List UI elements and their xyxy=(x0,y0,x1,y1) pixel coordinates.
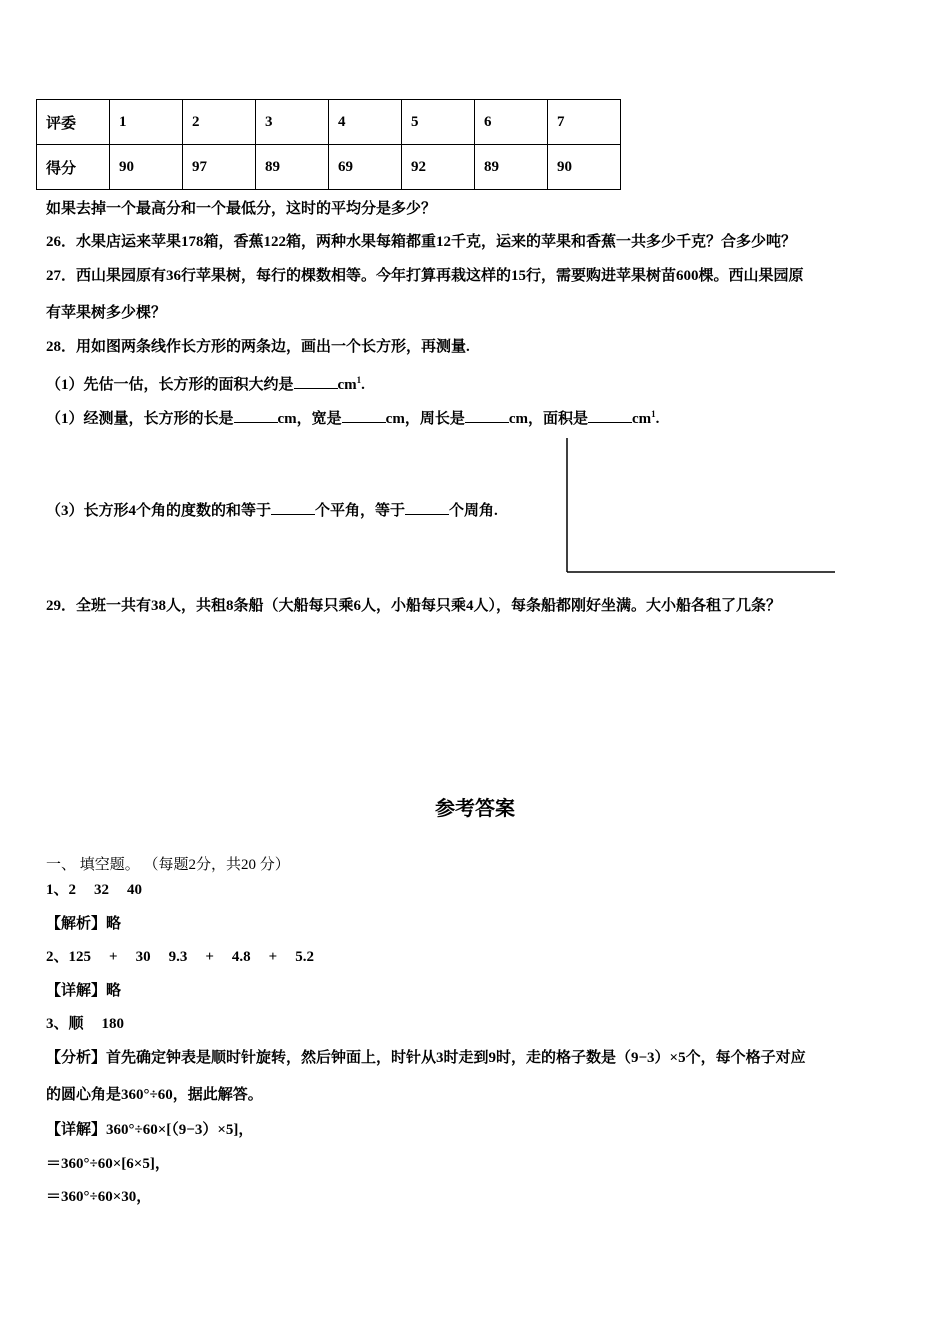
answer-text: + xyxy=(109,949,118,965)
text: cm，面积是 xyxy=(508,411,588,427)
answer-blank xyxy=(588,408,632,423)
answer-2 xyxy=(46,947,314,967)
rectangle-sides-figure xyxy=(560,434,840,576)
table-cell: 90 xyxy=(548,145,621,190)
text: （1）经测量，长方形的长是 xyxy=(46,411,234,427)
answer-text: 3、顺 xyxy=(46,1016,84,1032)
answer-3-detail-line3: ＝360°÷60×30， xyxy=(46,1189,152,1205)
answer-3-analysis-line2: 的圆心角是360°÷60，据此解答。 xyxy=(46,1087,263,1103)
table-cell: 6 xyxy=(475,100,548,145)
table-row xyxy=(37,100,621,145)
answer-text: 4.8 xyxy=(231,949,251,965)
table-cell: 得分 xyxy=(37,145,110,190)
question-27-line2: 有苹果树多少棵？ xyxy=(46,305,167,321)
table-row xyxy=(37,145,621,190)
unit: cm xyxy=(631,411,652,427)
table-cell: 4 xyxy=(329,100,402,145)
answer-text: 1、2 xyxy=(46,882,77,898)
text: （1）先估一估，长方形的面积大约是 xyxy=(46,377,294,393)
question-29: 29．全班一共有38人，共租8条船（大船每只乘6人，小船每只乘4人），每条船都刚好坐满。大小船各租了几条？ xyxy=(46,598,782,614)
answer-3-analysis-line1: 【分析】首先确定钟表是顺时针旋转，然后钟面上，时针从3时走到9时，走的格子数是（9−3）×5个，每个格子对应 xyxy=(46,1050,806,1066)
text: cm，宽是 xyxy=(277,411,342,427)
answer-text: 2、125 xyxy=(46,949,92,965)
table-cell: 7 xyxy=(548,100,621,145)
answer-blank xyxy=(234,408,278,423)
text: 个平角，等于 xyxy=(315,503,406,519)
answer-blank xyxy=(405,500,449,515)
table-cell: 92 xyxy=(402,145,475,190)
table-cell: 1 xyxy=(110,100,183,145)
score-table xyxy=(36,99,621,190)
superscript: 1 xyxy=(356,375,362,385)
table-cell: 97 xyxy=(183,145,256,190)
answer-text: 30 xyxy=(135,949,151,965)
answer-text: + xyxy=(268,949,278,965)
answer-blank xyxy=(342,408,386,423)
question-27-line1: 27．西山果园原有36行苹果树，每行的棵数相等。今年打算再栽这样的15行，需要购进苹果树苗600棵。西山果园原 xyxy=(46,268,804,284)
answer-3-detail-line2: ＝360°÷60×[6×5]， xyxy=(46,1156,170,1172)
answer-title: 参考答案 xyxy=(435,796,515,820)
answer-text: 40 xyxy=(127,882,143,898)
question-28-part3 xyxy=(46,500,498,521)
table-cell: 69 xyxy=(329,145,402,190)
text: 个周角. xyxy=(449,503,498,519)
answer-text: 180 xyxy=(101,1016,125,1032)
answer-1 xyxy=(46,880,142,900)
answer-2-note: 【详解】略 xyxy=(46,983,122,999)
question-28-part2 xyxy=(46,404,659,429)
answer-text: 32 xyxy=(94,882,110,898)
answer-text: + xyxy=(205,949,214,965)
answer-text: 9.3 xyxy=(168,949,188,965)
table-cell: 5 xyxy=(402,100,475,145)
table-cell: 90 xyxy=(110,145,183,190)
table-cell: 3 xyxy=(256,100,329,145)
table-cell: 2 xyxy=(183,100,256,145)
text: （3）长方形4个角的度数的和等于 xyxy=(46,503,272,519)
question-26: 26．水果店运来苹果178箱，香蕉122箱，两种水果每箱都重12千克，运来的苹果和香蕉一共多少千克？合多少吨？ xyxy=(46,234,797,250)
text: . xyxy=(361,377,365,393)
answer-3 xyxy=(46,1014,124,1034)
table-cell: 评委 xyxy=(37,100,110,145)
question-28-part1 xyxy=(46,370,365,395)
answer-1-note: 【解析】略 xyxy=(46,916,122,932)
table-cell: 89 xyxy=(475,145,548,190)
question-28-stem: 28．用如图两条线作长方形的两条边，画出一个长方形，再测量. xyxy=(46,339,470,355)
answer-blank xyxy=(294,374,338,389)
section-heading: 一、 填空题。 （每题2分，共20 分） xyxy=(46,857,290,873)
answer-3-detail-line1: 【详解】360°÷60×[（9−3）×5]， xyxy=(46,1122,254,1138)
answer-text: 5.2 xyxy=(295,949,314,965)
question-25-tail: 如果去掉一个最高分和一个最低分，这时的平均分是多少？ xyxy=(46,201,437,217)
text: cm，周长是 xyxy=(385,411,465,427)
answer-blank xyxy=(271,500,315,515)
text: . xyxy=(655,411,660,427)
answer-blank xyxy=(465,408,509,423)
unit: cm xyxy=(337,377,357,393)
superscript: 1 xyxy=(651,409,656,419)
table-cell: 89 xyxy=(256,145,329,190)
